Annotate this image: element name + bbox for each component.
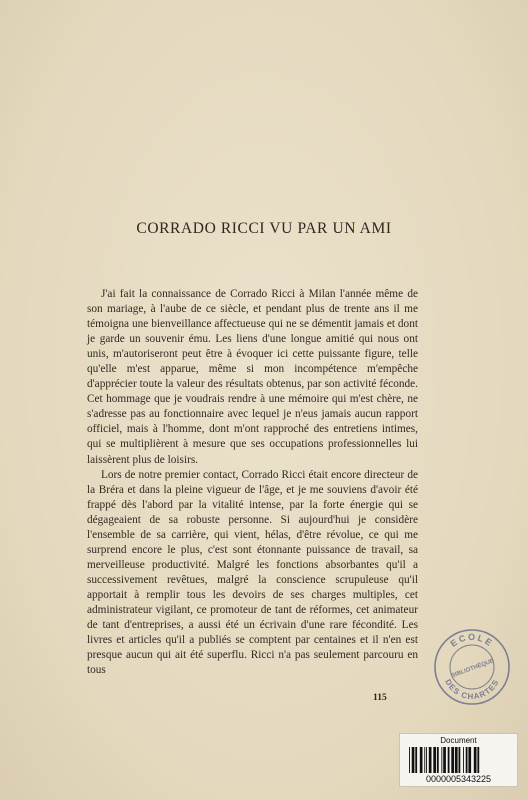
barcode-bar <box>415 747 417 773</box>
barcode-bars <box>408 747 511 773</box>
barcode-bar <box>474 747 477 773</box>
document-title: CORRADO RICCI VU PAR UN AMI <box>136 220 392 237</box>
barcode-bar <box>466 747 468 773</box>
barcode-bar <box>459 747 461 773</box>
barcode-bar <box>424 747 425 773</box>
stamp-icon <box>433 628 511 706</box>
barcode-bar <box>468 747 471 773</box>
barcode-bar <box>441 747 442 773</box>
barcode-bar <box>448 747 450 773</box>
barcode-bar <box>420 747 423 773</box>
stamp-top-text: ECOLE <box>448 631 496 649</box>
barcode-bar <box>437 747 439 773</box>
barcode-title: Document <box>440 736 477 745</box>
barcode-bar <box>477 747 479 773</box>
barcode-bar <box>443 747 446 773</box>
barcode-bar <box>463 747 464 773</box>
barcode-label <box>399 733 518 787</box>
stamp-center-text: BIBLIOTHÈQUE <box>450 658 496 680</box>
barcode-bar <box>409 747 410 773</box>
page-number: 115 <box>373 693 387 703</box>
barcode-bar <box>455 747 458 773</box>
stamp-bottom-text: DES CHARTES <box>443 677 501 702</box>
barcode-bar <box>412 747 415 773</box>
barcode-bar <box>426 747 427 773</box>
barcode-bar <box>451 747 454 773</box>
barcode-bar <box>429 747 432 773</box>
paragraph-2: Lors de notre premier contact, Corrado Ricci était encore directeur de la Bréra et dans la pleine vigueur de l'âge, et je me souviens d'avoir été frappé dès l'abord par la vitalité intense, par la forte énergie qui se dégageaient de sa robuste personne. Si aujourd'hui je considère l'ensemble de sa carrière, qui vient, hélas, d'être révolue, ce qui me surprend encore le plus, c'est sont étonnante puissance de travail, sa merveilleuse productivité. Malgré les fonctions absorbantes qu'il a successivement revêtues, malgré la conscience scrupuleuse qu'il apportait à remplir tous les devoirs de ses charges multiples, cet administrateur vigilant, ce promoteur de tant de réformes, cet animateur de tant d'entreprises, a aussi été un écrivain d'une rare fécondité. Les livres et articles qu'il a publiés se comptent par centaines et il n'en est presque aucun qui ait été superflu. Ricci n'a pas seulement parcouru en tous <box>87 468 418 677</box>
barcode-number: 0000005343225 <box>425 774 492 784</box>
paragraph-1: J'ai fait la connaissance de Corrado Ricci à Milan l'année même de son mariage, à l'aube de ce siècle, et pendant plus de trente ans il me témoigna une bienveillance affectueuse qui ne se démentit jamais et dont je garde un souvenir ému. Les liens d'une longue amitié qui nous ont unis, m'autoriseront peut être à évoquer ici cette puissante figure, telle qu'elle m'est apparue, même si mon incompétence m'empêche d'apprécier toute la valeur des résultats obtenus, par son activité féconde. Cet hommage que je voudrais rendre à une mémoire qui m'est chère, ne s'adresse pas au fonctionnaire avec lequel je n'eus jamais aucun rapport officiel, mais à l'homme, dont m'ont rapproché des entretiens intimes, qui se multiplièrent à mesure que ses occupations professionnelles lui laissèrent plus de loisirs. <box>87 288 418 466</box>
barcode-bar <box>433 747 436 773</box>
document-body <box>87 287 418 678</box>
library-stamp <box>433 628 511 706</box>
